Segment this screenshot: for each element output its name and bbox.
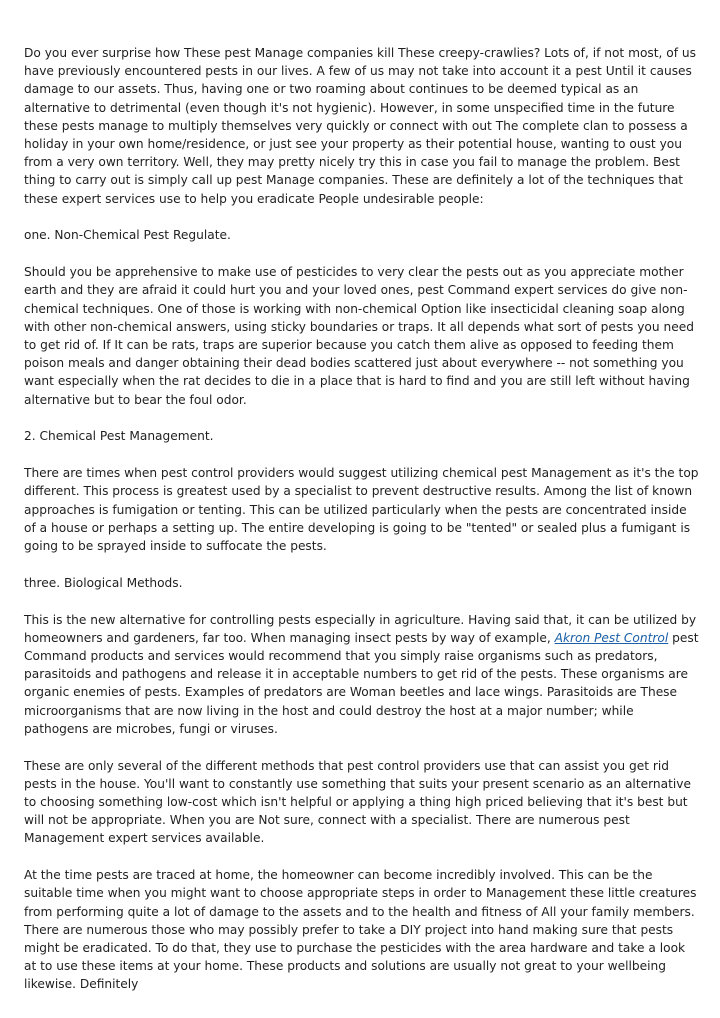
biological-text-start: This is the new alternative for controlling pests especially in agriculture. Having said that, it can be utilized by homeowners and gardeners, far too. When managing insect pests by way of example, [24,612,697,645]
chemical-paragraph: There are times when pest control providers would suggest utilizing chemical pest Management as it's the top different. This process is greatest used by a specialist to prevent destructive results. Among the list of known approaches is fumigation or tenting. This can be utilized particularly when the pests are concentrated inside of a house or perhaps a setting up. The entire developing is going to be "tented" or sealed plus a fumigant is going to be sprayed inside to suffocate the pests. [24,466,699,554]
document-body [24,44,700,1012]
section-heading-non-chemical: one. Non-Chemical Pest Regulate. [24,228,231,243]
biological-text-end: pest Command products and services would recommend that you simply raise organisms such as predators, parasitoids and pathogens and release it in acceptable numbers to get rid of the pests. These organisms are organic enemies of pests. Examples of predators are Woman beetles and lace wings. Parasitoids are These microorganisms that are now living in the host and could destroy the host at a major number; while pathogens are microbes, fungi or viruses. [24,630,699,736]
section-heading-chemical: 2. Chemical Pest Management. [24,429,214,444]
summary-paragraph: These are only several of the different methods that pest control providers use that can assist you get rid pests in the house. You'll want to constantly use something that suits your present scenario as an alternative to choosing something low-cost which isn't helpful or applying a thing high priced believing that it's best but will not be appropriate. When you are Not sure, connect with a specialist. There are numerous pest Management expert services available. [24,758,691,846]
closing-paragraph: At the time pests are traced at home, the homeowner can become incredibly involved. This can be the suitable time when you might want to choose appropriate steps in order to Management these little creatures from performing quite a lot of damage to the assets and to the health and fitness of All your family members. There are numerous those who may possibly prefer to take a DIY project into hand making sure that pests might be eradicated. To do that, they use to purchase the pesticides with the area hardware and take a look at to use these items at your home. These products and solutions are usually not great to your wellbeing likewise. Definitely [24,868,697,992]
biological-paragraph [24,611,700,738]
akron-pest-control-link[interactable]: Akron Pest Control [554,630,669,645]
non-chemical-paragraph: Should you be apprehensive to make use of pesticides to very clear the pests out as you appreciate mother earth and they are afraid it could hurt you and your loved ones, pest Command expert services do give non-chemical techniques. One of those is working with non-chemical Option like insecticidal cleaning soap along with other non-chemical answers, using sticky boundaries or traps. It all depends what sort of pests you need to get rid of. If It can be rats, traps are superior because you catch them alive as opposed to feeding them poison meals and danger obtaining their dead bodies scattered just about everywhere -- not something you want especially when the rat decides to die in a place that is hard to find and you are still left without having alternative but to bear the foul odor. [24,265,694,407]
intro-paragraph: Do you ever surprise how These pest Manage companies kill These creepy-crawlies? Lots of, if not most, of us have previously encountered pests in our lives. A few of us may not take into account it a pest Until it causes damage to our assets. Thus, having one or two roaming about continues to be deemed typical as an alternative to detrimental (even though it's not hygienic). However, in some unspecified time in the future these pests manage to multiply themselves very quickly or connect with out The complete clan to possess a holiday in your own home/residence, or just see your property as their potential house, wanting to oust you from a very own territory. Well, they may pretty nicely try this in case you fail to manage the problem. Best thing to carry out is simply call up pest Manage companies. These are definitely a lot of the techniques that these expert services use to help you eradicate People undesirable people: [24,46,696,206]
section-heading-biological: three. Biological Methods. [24,575,183,590]
